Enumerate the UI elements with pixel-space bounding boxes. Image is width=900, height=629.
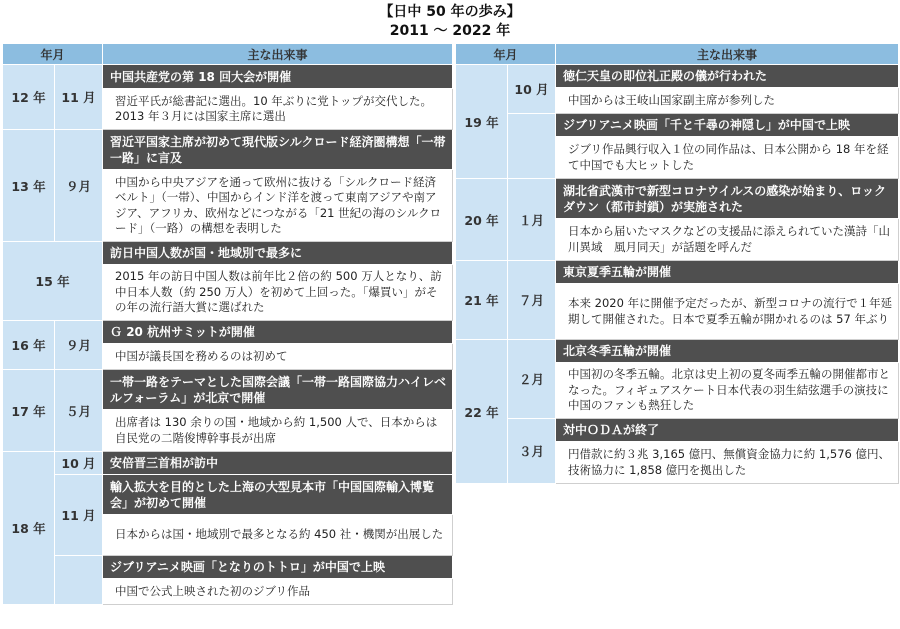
event-title: 習近平国家主席が初めて現代版シルクロード経済圏構想「一帯一路」に言及 — [103, 130, 453, 170]
month-cell: 11 月 — [55, 475, 103, 556]
page-title: 【日中 50 年の歩み】 — [379, 4, 521, 20]
event-title: 輸入拡大を目的とした上海の大型見本市「中国国際輸入博覧会」が初めて開催 — [103, 475, 453, 515]
table-row — [456, 340, 899, 363]
event-detail: 中国からは王岐山国家副主席が参列した — [556, 88, 899, 114]
event-title: 安倍晋三首相が訪中 — [103, 452, 453, 475]
month-cell: 10 月 — [55, 452, 103, 475]
event-detail: 日本からは国・地域別で最多となる約 450 社・機関が出展した — [103, 515, 453, 556]
event-detail: 中国が議長国を務めるのは初めて — [103, 344, 453, 370]
date-column-header: 年月 — [456, 44, 556, 65]
event-detail: 中国から中央アジアを通って欧州に抜ける「シルクロード経済ベルト」（一帯）、中国からインド洋を渡って東南アジアや南アジア、アフリカ、欧州などにつながる「21 世紀の海のシルクロード」（一路）の構想を表明した — [103, 170, 453, 242]
year-cell: 18 年 — [3, 452, 55, 605]
event-title: 北京冬季五輪が開催 — [556, 340, 899, 363]
events-column-header: 主な出来事 — [103, 44, 453, 65]
event-detail: 中国初の冬季五輪。北京は史上初の夏冬両季五輪の開催都市となった。フィギュアスケート日本代表の羽生結弦選手の演技に中国のファンも熱狂した — [556, 363, 899, 419]
month-cell: １月 — [508, 179, 556, 261]
year-cell: 12 年 — [3, 65, 55, 130]
event-detail: 出席者は 130 余りの国・地域から約 1,500 人で、日本からは自民党の二階俊博幹事長が出席 — [103, 410, 453, 452]
event-title: ジブリアニメ映画「となりのトトロ」が中国で上映 — [103, 556, 453, 579]
table-row — [3, 65, 453, 89]
table-header-row — [456, 44, 899, 65]
year-cell: 22 年 — [456, 340, 508, 484]
timeline-table-left — [2, 43, 453, 605]
table-row — [3, 475, 453, 515]
month-cell: ２月 — [508, 340, 556, 419]
event-detail: 2015 年の訪日中国人数は前年比２倍の約 500 万人となり、訪中日本人数（約 250 万人）を初めて上回った。「爆買い」がその年の流行語大賞に選ばれた — [103, 265, 453, 321]
table-row — [3, 321, 453, 344]
page-heading — [0, 3, 900, 41]
event-title: 対中ＯＤＡが終了 — [556, 419, 899, 442]
month-cell: ９月 — [55, 321, 103, 370]
month-cell: ３月 — [508, 419, 556, 484]
year-cell: 17 年 — [3, 370, 55, 452]
event-detail: 本来 2020 年に開催予定だったが、新型コロナの流行で１年延期して開催された。日本で夏季五輪が開かれるのは 57 年ぶり — [556, 284, 899, 340]
year-cell: 21 年 — [456, 261, 508, 340]
page-subtitle: 2011 〜 2022 年 — [389, 23, 511, 39]
table-row — [456, 114, 899, 137]
event-title: Ｇ 20 杭州サミットが開催 — [103, 321, 453, 344]
table-row — [3, 242, 453, 265]
event-detail: 日本から届いたマスクなどの支援品に添えられていた漢詩「山川異域 風月同天」が話題を呼んだ — [556, 219, 899, 261]
event-title: ジブリアニメ映画「千と千尋の神隠し」が中国で上映 — [556, 114, 899, 137]
table-header-row — [3, 44, 453, 65]
event-detail: ジブリ作品興行収入１位の同作品は、日本公開から 18 年を経て中国でも大ヒットした — [556, 137, 899, 179]
table-row — [456, 65, 899, 88]
event-title: 東京夏季五輪が開催 — [556, 261, 899, 284]
event-title: 訪日中国人数が国・地域別で最多に — [103, 242, 453, 265]
event-detail: 習近平氏が総書記に選出。10 年ぶりに党トップが交代した。2013 年３月には国家主席に選出 — [103, 89, 453, 130]
table-row — [456, 419, 899, 442]
table-row — [3, 556, 453, 579]
timeline-table-right — [455, 43, 899, 484]
table-row — [456, 261, 899, 284]
year-cell: 20 年 — [456, 179, 508, 261]
table-row — [3, 452, 453, 475]
year-cell: 13 年 — [3, 130, 55, 242]
date-column-header: 年月 — [3, 44, 103, 65]
event-title: 徳仁天皇の即位礼正殿の儀が行われた — [556, 65, 899, 88]
month-cell: 10 月 — [508, 65, 556, 114]
event-detail: 円借款に約３兆 3,165 億円、無償資金協力に約 1,576 億円、技術協力に 1,858 億円を拠出した — [556, 442, 899, 484]
table-row — [456, 179, 899, 219]
event-title: 中国共産党の第 18 回大会が開催 — [103, 65, 453, 89]
month-cell: ７月 — [508, 261, 556, 340]
table-row — [3, 370, 453, 410]
table-row — [3, 130, 453, 170]
year-cell: 15 年 — [3, 242, 103, 321]
event-title: 湖北省武漢市で新型コロナウイルスの感染が始まり、ロックダウン（都市封鎖）が実施された — [556, 179, 899, 219]
event-title: 一帯一路をテーマとした国際会議「一帯一路国際協力ハイレベルフォーラム」が北京で開催 — [103, 370, 453, 410]
month-cell-empty — [55, 556, 103, 605]
month-cell: ５月 — [55, 370, 103, 452]
month-cell: 11 月 — [55, 65, 103, 130]
year-cell: 16 年 — [3, 321, 55, 370]
month-cell-empty — [508, 114, 556, 179]
month-cell: ９月 — [55, 130, 103, 242]
year-cell: 19 年 — [456, 65, 508, 179]
events-column-header: 主な出来事 — [556, 44, 899, 65]
event-detail: 中国で公式上映された初のジブリ作品 — [103, 579, 453, 605]
